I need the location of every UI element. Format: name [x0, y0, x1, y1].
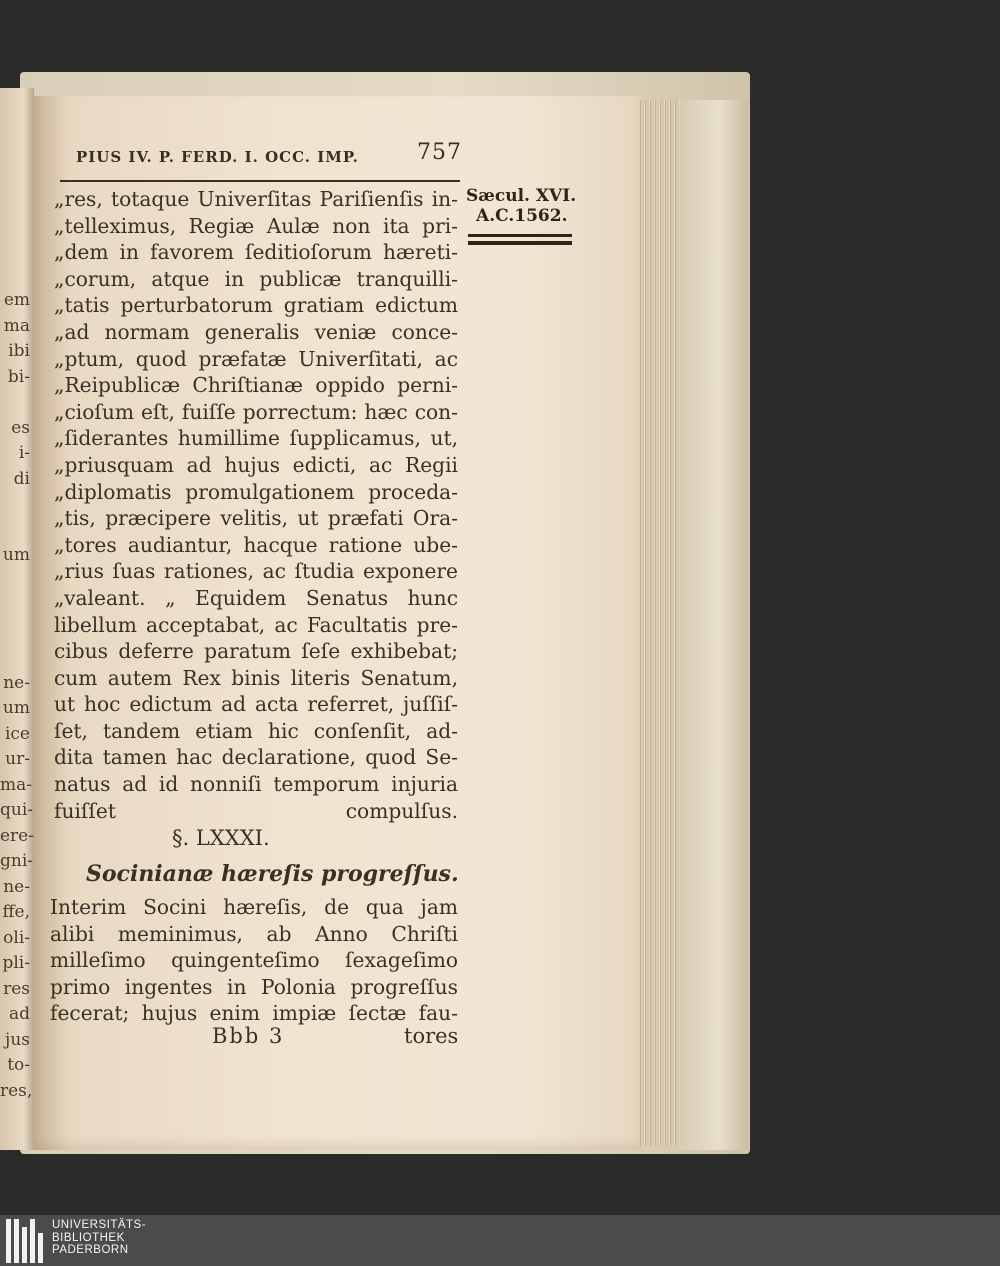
library-name-line: BIBLIOTHEK [52, 1231, 125, 1244]
header-rule [60, 180, 460, 182]
text-line: „ad normam generalis veniæ conce- [54, 319, 458, 344]
section-heading: §. LXXXI. [172, 826, 270, 850]
text-line: ſet, tandem etiam hic conſenſit, ad- [54, 718, 458, 743]
left-page-fragment: em [3, 290, 30, 310]
text-line: „rius ſuas rationes, ac ſtudia exponere [54, 559, 458, 584]
library-name-line: UNIVERSITÄTS- [52, 1219, 147, 1231]
section-text-block [50, 894, 458, 1027]
text-line: alibi meminimus, ab Anno Chriſti [50, 921, 458, 946]
left-page-fragment [0, 569, 30, 595]
left-page-fragment: ma- [0, 774, 32, 795]
left-page-fragment: es [11, 417, 30, 438]
library-name-line: PADERBORN [52, 1244, 129, 1256]
margin-note [466, 186, 576, 226]
left-page-text-fragments [0, 288, 34, 1104]
text-line: dita tamen hac declaratione, quod Se- [54, 745, 458, 770]
left-page-fragment: res, [0, 1080, 33, 1101]
text-line: „res, totaque Univerſitas Pariſienſis in- [54, 187, 458, 211]
left-page-fragment: pli- [2, 953, 30, 973]
cover-flap [678, 100, 748, 1150]
margin-rule [468, 234, 572, 237]
left-page-fragment [0, 518, 30, 544]
left-page-fragment: um [2, 698, 30, 718]
text-line: „diplomatis promulgationem proceda- [54, 479, 458, 504]
footer-bar [0, 1215, 1000, 1266]
text-line: „cioſum eſt, fuiſſe porrectum: hæc con- [54, 399, 458, 424]
text-line: natus ad id nonniſi temporum injuria [54, 772, 458, 797]
text-line: fuiſſet compulſus. [54, 798, 458, 823]
library-name [52, 1219, 146, 1257]
left-page-fragment: ere- [0, 825, 34, 846]
left-page-fragment: ne- [3, 876, 30, 897]
section-subtitle: Socinianæ hæreſis progreſſus. [86, 861, 459, 887]
left-page-fragment: qui- [0, 800, 34, 820]
text-line: primo ingentes in Polonia progreſſus [50, 974, 458, 999]
catchword: tores [404, 1024, 459, 1048]
text-line: „Reipublicæ Chriſtianæ oppido perni- [54, 373, 458, 398]
left-page-fragment: ma [3, 315, 30, 336]
library-logo-icon [6, 1219, 44, 1263]
margin-note-century: Sæcul. XVI. [466, 186, 577, 206]
left-page-fragment: oli- [3, 927, 30, 948]
left-page-fragment: jus [5, 1029, 30, 1050]
text-line: „tatis perturbatorum gratiam edictum [54, 293, 458, 318]
text-line: „priusquam ad hujus edicti, ac Regii [54, 452, 458, 477]
left-page-fragment [0, 620, 30, 646]
left-page-fragment: ice [4, 723, 30, 744]
left-page-fragment: bi- [7, 366, 30, 387]
text-line: „telleximus, Regiæ Aulæ non ita pri- [54, 213, 458, 238]
margin-rule [468, 241, 572, 245]
left-page-fragment [0, 594, 30, 620]
margin-note-year: A.C.1562. [476, 206, 568, 226]
text-line: Interim Socini hæreſis, de qua jam [50, 895, 458, 919]
left-page-fragment: ne- [3, 672, 30, 693]
left-page-fragment: res [3, 978, 30, 999]
left-page-fragment: i- [18, 443, 30, 463]
left-page-fragment: ad [8, 1004, 30, 1024]
text-line: „dem in favorem ſeditioſorum hæreti- [54, 240, 458, 265]
text-line: „valeant. „ Equidem Senatus hunc [54, 585, 458, 610]
page-edges [640, 100, 680, 1146]
text-line: ut hoc edictum ad acta referret, juſſiſ- [54, 692, 458, 717]
text-line: „tores audiantur, hacque ratione ube- [54, 532, 458, 557]
main-text-block [54, 186, 458, 824]
running-head: PIUS IV. P. FERD. I. OCC. IMP. [76, 148, 359, 166]
left-page-edge [0, 88, 34, 1150]
text-line: cibus deferre paratum ſeſe exhibebat; [54, 639, 458, 664]
text-line: „corum, atque in publicæ tranquilli- [54, 266, 458, 291]
left-page-fragment: gni- [0, 851, 34, 871]
text-line: milleſimo quingenteſimo ſexageſimo [50, 948, 458, 973]
text-line: „ptum, quod præfatæ Univerſitati, ac [54, 346, 458, 371]
page-number: 757 [417, 140, 462, 165]
text-line: „ſiderantes humillime ſupplicamus, ut, [54, 426, 458, 451]
left-page-fragment [0, 390, 30, 416]
text-line: fecerat; hujus enim impiæ ſectæ fau- [50, 1001, 458, 1026]
left-page-fragment [0, 645, 30, 671]
left-page-fragment: ibi [8, 341, 30, 361]
text-line: cum autem Rex binis literis Senatum, [54, 665, 458, 690]
text-line: „tis, præcipere velitis, ut præfati Ora- [54, 506, 458, 531]
left-page-fragment: di [13, 468, 30, 489]
left-page-fragment: to- [7, 1055, 30, 1075]
text-line: libellum acceptabat, ac Facultatis pre- [54, 612, 458, 637]
left-page-fragment [0, 492, 30, 518]
signature-mark: Bbb 3 [212, 1024, 285, 1048]
left-page-fragment: um [2, 545, 30, 565]
left-page-fragment: ur- [5, 749, 30, 769]
left-page-fragment: ffe, [2, 902, 30, 922]
